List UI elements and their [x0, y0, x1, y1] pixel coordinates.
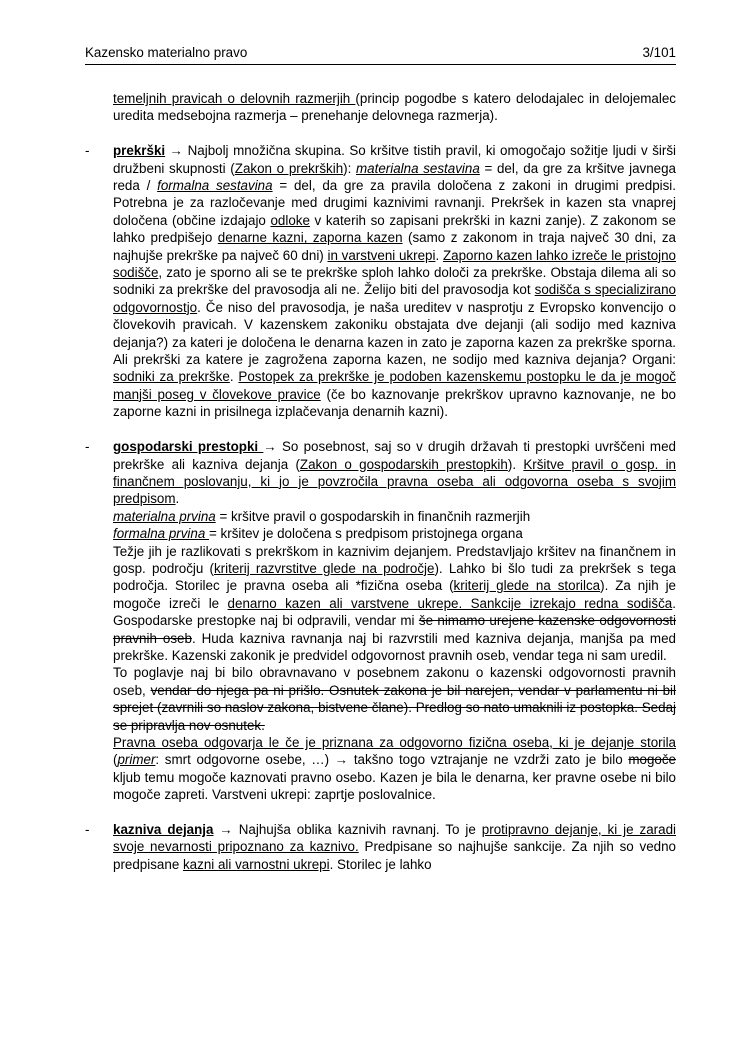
- bullet-marker: -: [85, 143, 90, 159]
- text-run: materialna sestavina: [356, 160, 480, 176]
- text-run: Predpisane so najhujše sankcije. Za njih so vedno predpisane: [113, 839, 677, 872]
- text-run: prekrški: [113, 143, 166, 159]
- paragraph: [113, 142, 676, 421]
- text-run: primer: [117, 752, 156, 768]
- text-run: = kršitev je določena s predpisom pristojnega organa: [209, 526, 523, 542]
- bullet-content: [113, 90, 676, 125]
- header-title: Kazensko materialno pravo: [85, 45, 248, 60]
- bullet-content: [113, 142, 676, 421]
- text-run: ):: [343, 160, 357, 176]
- text-run: → So posebnost, saj so v drugih državah ti prestopki uvrščeni med prekrške ali kazniva dejanja (: [113, 439, 676, 472]
- text-run: = kršitve pravil o gospodarskih in finančnih razmerjih: [215, 508, 531, 524]
- text-run: formalna sestavina: [157, 178, 273, 194]
- text-run: , zato je sporno ali se te prekrške sploh lahko določi za prekrške. Obstaja dilema ali so sodniki za prekrške del pravosodja ali ne. Želijo biti del pravosodja kot: [113, 265, 676, 298]
- text-run: temeljnih pravicah o delovnih razmerjih: [113, 91, 356, 106]
- bullet-marker: -: [85, 439, 90, 455]
- paragraph-block: [85, 90, 676, 125]
- text-run: še nimamo urejene kazenske odgovornosti pravnih oseb: [113, 613, 676, 646]
- text-run: protipravno dejanje, ki je zaradi svoje nevarnosti pripoznano za kaznivo.: [113, 822, 676, 855]
- text-run: Postopek za prekrške je podoben kazenskemu postopku le da je mogoč manjši poseg v človekove pravice: [113, 369, 676, 402]
- text-run: denarne kazni, zaporna kazen: [217, 230, 403, 246]
- document-body: [85, 90, 676, 873]
- paragraph: [113, 543, 676, 665]
- text-run: ).: [507, 456, 524, 472]
- text-run: kriterij razvrstitve glede na področje: [213, 560, 435, 576]
- text-run: To poglavje naj bi bilo obravnavano v posebnem zakonu o kazenski odgovornosti pravnih oseb,: [113, 665, 676, 698]
- text-run: ). Lahko bi šlo tudi za prekršek s tega področja. Storilec je pravna oseba ali *fizična oseba (: [113, 560, 677, 594]
- text-run: . Huda kazniva ravnanja naj bi razvrstili med kazniva dejanja, manjša pa med prekrške. Kazenski zakonik je predvidel odgovornost pravnih oseb, vendar tega ni sam uredil.: [113, 630, 676, 663]
- text-run: (princip pogodbe s katero delodajalec in delojemalec uredita medsebojna razmerja – prenehanje delovnega razmerja).: [113, 91, 676, 124]
- text-run: Težje jih je razlikovati s prekrškom in kaznivim dejanjem. Predstavljajo kršitev na finančnem in gosp. področju (: [113, 543, 676, 576]
- text-run: = del, da gre za kršitve javnega reda /: [113, 160, 676, 194]
- text-run: sodniki za prekrške: [113, 369, 230, 385]
- text-run: (če bo kaznovanje prekrškov upravno kaznovanje, ne bo zaporne kazni in prisilnega izplačevanja denarnih kazni).: [113, 386, 676, 420]
- text-run: → Najhujša oblika kaznivih ravnanj. To je: [213, 822, 482, 838]
- text-run: formalna prvina: [113, 526, 210, 542]
- text-run: Zakon o prekrških: [234, 160, 344, 176]
- text-run: v katerih so zapisani prekrški in kazni zanje). Z zakonom se lahko predpišejo: [113, 212, 676, 246]
- text-run: gospodarski prestopki: [113, 439, 264, 455]
- text-run: kazni ali varnostni ukrepi: [182, 856, 330, 872]
- bullet-marker: -: [85, 822, 90, 838]
- text-run: odloke: [270, 212, 310, 228]
- bullet-item: [85, 438, 676, 804]
- text-run: (samo z zakonom in traja največ 30 dni, za najhujše prekrške pa največ 60 dni): [113, 230, 676, 263]
- bullet-content: [113, 438, 676, 804]
- text-run: .: [175, 491, 180, 507]
- text-run: Zakon o gospodarskih prestopkih: [299, 456, 508, 472]
- text-run: . Gospodarske prestopke naj bi odpravili, vendar mi: [113, 595, 676, 629]
- page-header: [85, 44, 676, 65]
- text-run: : smrt odgovorne osebe, …) → takšno togo vztrajanje ne vzdrži zato je bilo: [155, 752, 629, 768]
- paragraph: [113, 734, 676, 804]
- text-run: ). Za njih je mogoče izreči le: [113, 578, 676, 611]
- text-run: Kršitve pravil o gosp. in finančnem poslovanju, ki jo je povzročila pravna oseba ali odgovorna oseba s svojim predpisom: [113, 456, 676, 507]
- paragraph: [113, 821, 676, 873]
- text-run: = del, da gre za pravila določena z zakoni in drugimi predpisi. Potrebna je za razločevanje med drugimi kaznivimi ravnanji. Prekršek in kazen sta vnaprej določena (občine izdajajo: [113, 178, 677, 228]
- text-run: sodišča s specializirano odgovornostjo: [113, 282, 677, 315]
- indent-spacer: [85, 90, 113, 125]
- text-run: mogoče: [628, 752, 676, 768]
- text-run: (: [113, 752, 118, 768]
- text-run: Zaporno kazen lahko izreče le pristojno sodišče: [113, 247, 677, 281]
- text-run: materialna prvina: [113, 508, 216, 524]
- text-run: kljub temu mogoče kaznovati pravno osebo. Kazen je bila le denarna, ker pravne osebe ni bilo mogoče zapreti. Varstveni ukrepi: zaprtje poslovalnice.: [113, 769, 676, 803]
- bullet-item: [85, 142, 676, 421]
- text-run: Pravna oseba odgovarja le če je priznana za odgovorno fizična oseba, ki je dejanje storila: [113, 735, 676, 750]
- text-run: in varstveni ukrepi: [327, 247, 436, 263]
- text-run: . Storilec je lahko: [329, 856, 432, 872]
- page-number: 3/101: [642, 45, 676, 60]
- text-run: kriterij glede na storilca: [453, 578, 601, 594]
- bullet-item: [85, 821, 676, 873]
- text-run: denarno kazen ali varstvene ukrepe. Sankcije izrekajo redna sodišča: [227, 595, 673, 611]
- text-run: . Če niso del pravosodja, je naša ureditev v nasprotju z Evropsko konvencijo o človekovih pravicah. V kazenskem zakoniku obstajata dve dejanji (ali sodijo med kazniva dejanja?) za kateri je določena le denarna kazen in zato je zaporna kazen za prekrške sporna. Ali prekrški za katere je zagrožena zaporna kazen, ne sodijo med kazniva dejanja? Organi:: [113, 299, 676, 368]
- paragraph: [113, 438, 676, 508]
- bullet-content: [113, 821, 676, 873]
- paragraph: [113, 90, 676, 125]
- paragraph: [113, 664, 676, 734]
- text-run: vendar do njega pa ni prišlo. Osnutek zakona je bil narejen, vendar v parlamentu ni bil sprejet (zavrnili so naslov zakona, bistvene člane). Predlog so nato umaknili iz postopka. Sedaj se pripravlja nov osnutek.: [113, 682, 677, 733]
- text-run: kazniva dejanja: [113, 822, 214, 838]
- text-run: → Najbolj množična skupina. So kršitve tistih pravil, ki omogočajo sožitje ljudi v širši družbeni skupnosti (: [113, 143, 676, 176]
- text-run: .: [435, 247, 443, 263]
- text-run: .: [229, 369, 239, 385]
- paragraph: [113, 525, 676, 542]
- paragraph: [113, 508, 676, 525]
